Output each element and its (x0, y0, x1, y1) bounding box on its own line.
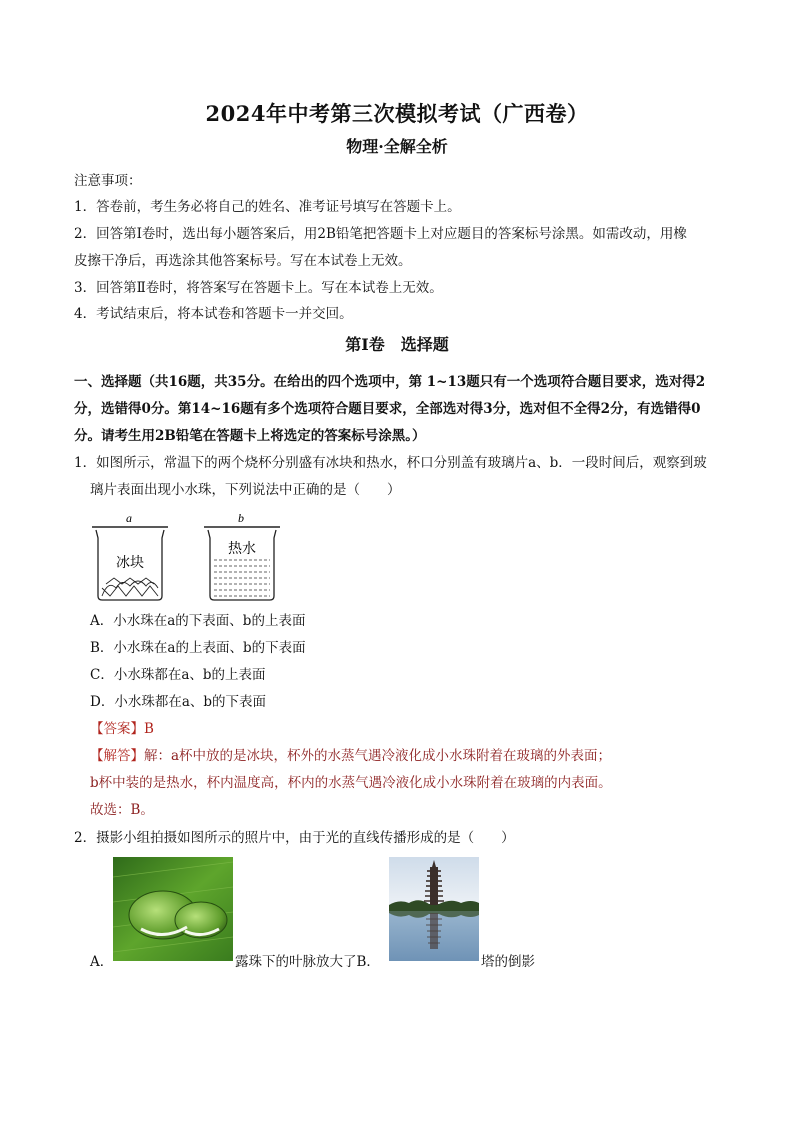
notice-heading: 注意事项： (74, 173, 142, 189)
analysis-text-1: 解：a杯中放的是冰块，杯外的水蒸气遇冷液化成小水珠附着在玻璃的外表面； (144, 748, 612, 764)
q1-option-d: D．小水珠都在a、b的下表面 (90, 694, 267, 710)
page-title: 2024年中考第三次模拟考试（广西卷） (205, 101, 589, 126)
q1-option-a: A．小水珠在a的下表面、b的上表面 (90, 613, 306, 629)
q2-option-b-prefix: B． (356, 954, 380, 970)
q1-stem-line-1: 1．如图所示，常温下的两个烧杯分别盛有冰块和热水，杯口分别盖有玻璃片a、b．一段时间后，观察到玻 (74, 455, 707, 471)
part1-line-2: 分，选错得0分。第14~16题有多个选项符合题目要求，全部选对得3分，选对但不全得2分，有选错得0 (74, 401, 701, 417)
glass-a-label: a (126, 511, 132, 525)
page-subtitle: 物理·全解全析 (346, 137, 448, 156)
hot-water (214, 560, 270, 596)
q1-option-c: C．小水珠都在a、b的上表面 (90, 667, 266, 683)
q1-option-b: B．小水珠在a的上表面、b的下表面 (90, 640, 306, 656)
notice-item-2: 2．回答第Ⅰ卷时，选出每小题答案后，用2B铅笔把答题卡上对应题目的答案标号涂黑。如需改动，用橡 (74, 226, 687, 242)
notice-item-4: 4．考试结束后，将本试卷和答题卡一并交回。 (74, 306, 353, 322)
glass-b-label: b (238, 511, 244, 525)
notice-item-3: 3．回答第Ⅱ卷时，将答案写在答题卡上。写在本试卷上无效。 (74, 280, 443, 296)
q1-analysis-line-1 (90, 746, 611, 766)
q2-option-a-caption (235, 952, 380, 972)
q2-stem: 2．摄影小组拍摄如图所示的照片中，由于光的直线传播形成的是（ ） (74, 830, 515, 846)
leaf-dew-photo (113, 857, 233, 961)
beaker-b-text: 热水 (228, 541, 256, 557)
beaker-a-text: 冰块 (116, 555, 144, 571)
section-title: 第Ⅰ卷 选择题 (345, 335, 449, 354)
beakers-figure (88, 508, 288, 608)
part1-line-1: 一、选择题（共16题，共35分。在给出的四个选项中，第 1~13题只有一个选项符合题目要求，选对得2 (74, 374, 706, 390)
q2-option-b-caption: 塔的倒影 (481, 954, 535, 970)
ice-cubes (102, 578, 158, 596)
notice-item-1: 1．答卷前，考生务必将自己的姓名、准考证号填写在答题卡上。 (74, 199, 461, 215)
q2-option-a-prefix: A． (90, 954, 114, 970)
q1-stem-line-2: 璃片表面出现小水珠，下列说法中正确的是（ ） (90, 482, 401, 498)
q1-analysis-line-3: 故选：B。 (90, 802, 154, 818)
caption-a: 露珠下的叶脉放大了 (235, 954, 357, 970)
q1-analysis-line-2: b杯中装的是热水，杯内温度高，杯内的水蒸气遇冷液化成小水珠附着在玻璃的内表面。 (90, 775, 612, 791)
notice-item-2-cont: 皮擦干净后，再选涂其他答案标号。写在本试卷上无效。 (74, 253, 412, 269)
pagoda-reflection-photo (389, 857, 479, 961)
analysis-tag: 【解答】 (90, 748, 144, 764)
part1-line-3: 分。请考生用2B铅笔在答题卡上将选定的答案标号涂黑。） (74, 428, 426, 444)
q1-answer: 【答案】B (90, 721, 154, 737)
